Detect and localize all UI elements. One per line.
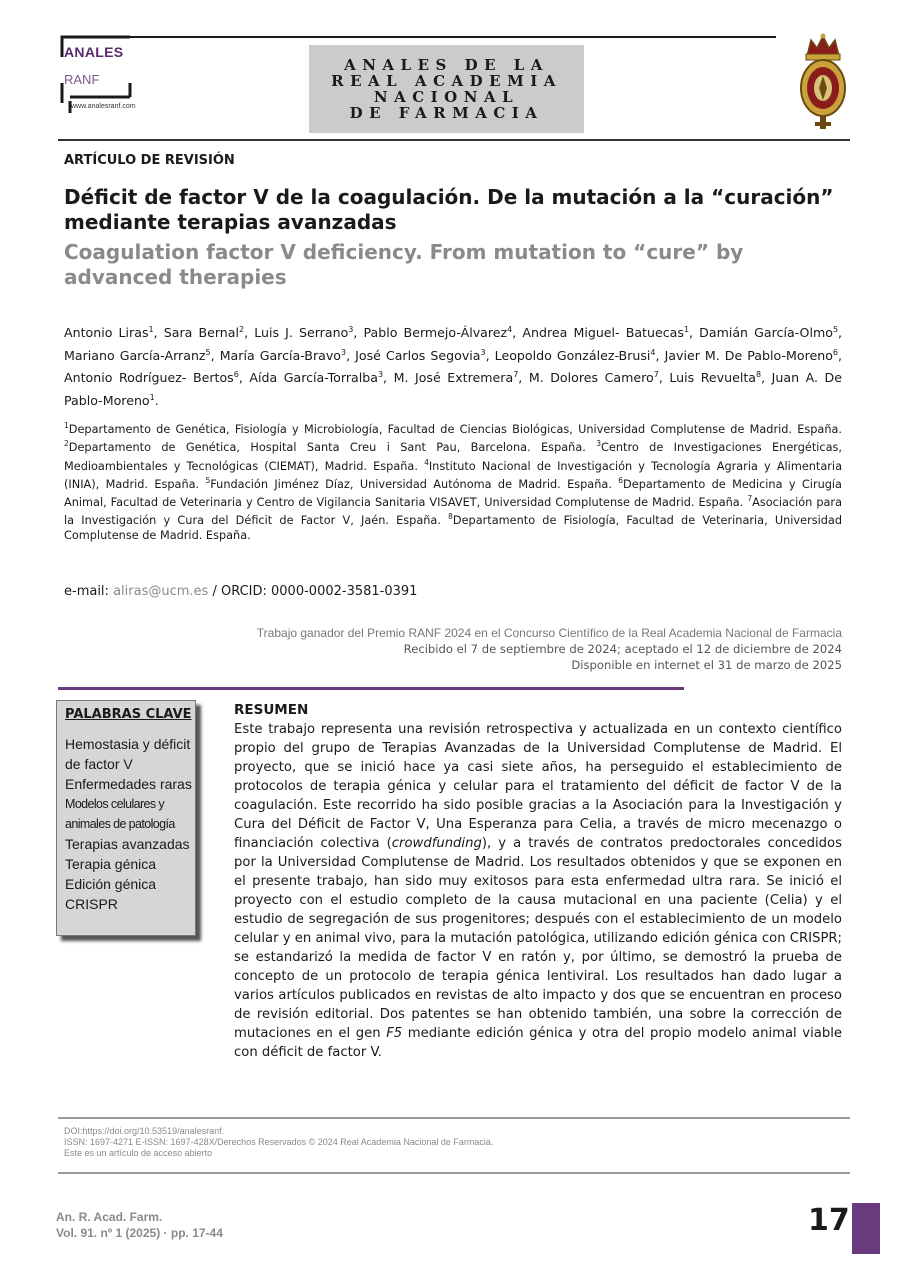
author-name: Leopoldo González-Brusi [494,347,651,363]
author-affiliation-mark: 7 [513,370,519,380]
author-affiliation-mark: 5 [832,325,839,334]
keywords-title: PALABRAS CLAVE [65,707,192,722]
affiliation-text: Centro de Investigaciones Energéticas, Medioambientales y Tecnológicas (CIEMAT), Madrid. España. [64,441,843,473]
keyword-item: Edición génica [65,876,157,892]
author-name: Juan A. De Pablo-Moreno [64,370,842,409]
author-name: José Carlos Segovia [355,347,481,363]
author-affiliation-mark: 4 [650,347,656,357]
affiliation-number: 7 [747,494,753,504]
contact-line [64,584,417,599]
affiliation-number: 2 [64,439,69,449]
author-affiliation-mark: 1 [148,325,154,334]
author-name: Damián García-Olmo [699,325,833,341]
author-affiliation-mark: 3 [348,325,354,334]
author-affiliation-mark: 8 [756,370,762,380]
title-spanish: Déficit de factor V de la coagulación. De la mutación a la “curación” mediante terapias avanzadas [64,185,834,234]
author-name: Aída García-Torralba [249,370,378,386]
author-affiliation-mark: 5 [205,347,211,357]
logo-subtitle: RANF [64,72,100,87]
author-affiliation-mark: 3 [341,347,347,357]
email-label: e-mail: [64,584,109,599]
affiliation-number: 8 [448,512,453,522]
keyword-item: Modelos celulares y animales de patología [65,797,175,831]
author-affiliation-mark: 6 [832,347,839,357]
title-english: Coagulation factor V deficiency. From mutation to “cure” by advanced therapies [64,240,744,289]
keyword-item: Terapia génica [65,856,157,872]
abstract-text-2: ), y a través de contratos predoctorales concedidos por la Universidad Complutense de Madrid. Los resultados obtenidos y que se exponen en el presente trabajo, han sido muy exitosos para esta enfermedad ultra rara. Se inició el proyecto con el estudio completo de la causa mutacional en una paciente (Celia) y el estudio de segregación de sus progenitores; después con el establecimiento de un modelo celular y en animal vivo, para la mutación patológica, utilizando edición génica con CRISPR; se estandarizó la medida de factor V en ratón y, por último, se demostró la prueba de concepto de un protocolo de terapia génica lentiviral. Los resultados han dado lugar a varios artículos publicados en revistas de alto impacto y dos que se encuentran en proceso de revisión editorial. Dos patentes se han obtenido también, una sobre la corrección de mutaciones en el gen [234,836,842,1041]
author-affiliation-mark: 3 [480,347,486,357]
received-date: Recibido el 7 de septiembre de 2024; aceptado el 12 de diciembre de 2024 [403,642,842,656]
author-affiliation-mark: 2 [239,325,245,334]
author-name: María García-Bravo [219,347,342,363]
keyword-item: Hemostasia y déficit de factor V [65,736,191,772]
issn-line: ISSN: 1697-4271 E-ISSN: 1697-428X/Derechos Reservados © 2024 Real Academia Nacional de Farmacia. [64,1137,494,1147]
abstract-italic-2: F5 [386,1026,403,1041]
author-name: Pablo Bermejo-Álvarez [363,325,508,341]
author-name: Javier M. De Pablo-Moreno [664,347,833,363]
author-name: Luis J. Serrano [254,325,349,341]
orcid: / ORCID: 0000-0002-3581-0391 [212,584,418,599]
banner-line-2: REAL ACADEMIA [331,72,562,90]
author-affiliation-mark: 4 [507,325,513,334]
page-number: 17 [808,1203,850,1238]
footer-rule-bottom [58,1172,850,1174]
affiliation-text: Instituto Nacional de Investigación y Tecnología Agraria y Alimentaria (INIA), Madrid. España. [64,459,842,491]
email-link[interactable]: aliras@ucm.es [113,584,209,599]
access-note: Este es un artículo de acceso abierto [64,1148,213,1158]
journal-reference [56,1209,223,1241]
abstract-title: RESUMEN [234,702,309,718]
coat-of-arms-icon [793,30,853,130]
banner-line-3: NACIONAL [373,88,520,106]
affiliation-text: Asociación para la Investigación y Cura del Déficit de Factor V, Jaén. España. [64,495,842,528]
keyword-item: CRISPR [65,896,118,912]
author-affiliation-mark: 3 [377,370,384,380]
keyword-item: Enfermedades raras [65,776,192,792]
header-bottom-rule [58,139,850,141]
keywords-list [65,734,195,914]
logo-title: ANALES [64,44,124,60]
affiliation-text: Departamento de Medicina y Cirugía Animal, Facultad de Veterinaria y Centro de Vigilancia Sanitaria VISAVET, Universidad Complutense de Madrid. España. [64,477,842,509]
keyword-item: Terapias avanzadas [65,836,190,852]
author-affiliation-mark: 1 [683,325,690,334]
logo-url[interactable]: www.analesranf.com [71,103,136,110]
author-affiliation-mark: 7 [653,370,659,380]
footer-meta [64,1126,844,1159]
author-affiliation-mark: 6 [233,370,239,380]
journal-volume: Vol. 91. nº 1 (2025) · pp. 17-44 [56,1226,223,1240]
author-affiliation-mark: 1 [149,393,155,403]
affiliation-number: 5 [205,475,211,485]
affiliation-number: 3 [596,439,602,449]
author-name: M. José Extremera [393,370,514,386]
footer-rule-top [58,1117,850,1119]
affiliation-text: Departamento de Fisiología, Facultad de Veterinaria, Universidad Complutense de Madrid. España. [64,514,842,542]
abstract-text-1: Este trabajo representa una revisión retrospectiva y actualizada en un contexto científico propio del grupo de Terapias Avanzadas de la Universidad Complutense de Madrid. El proyecto, que se inició hace ya casi siete años, ha perseguido el establecimiento de protocolos de terapia génica y celular para el tratamiento del déficit de factor V de la coagulación. Este recorrido ha sido posible gracias a la Asociación para la Investigación y Cura del Déficit de Factor V, Una Esperanza para Celia, a través de micro mecenazgo o financiación colectiva ( [234,722,842,851]
author-name: Sara Bernal [163,325,239,341]
abstract-text-3: mediante edición génica y otra del propio modelo animal viable con déficit de factor V. [234,1026,842,1060]
author-name: Luis Revuelta [669,370,757,386]
affiliation-text: Departamento de Genética, Fisiología y Microbiología, Facultad de Ciencias Biológicas, Universidad Complutense de Madrid. España. [68,422,842,436]
online-date: Disponible en internet el 31 de marzo de 2025 [571,658,842,672]
author-list: Antonio Liras$^1$, Sara Bernal$^2$, Luis J. Serrano$^3$, Pablo Bermejo-Álvarez$^4$, Andrea Miguel- Batuecas$^1$, Damián García-Olmo$^5$, Mariano García-Arranz$^5$, María García-Bravo$^3$, José Carlos Segovia$^3$, Leopoldo González-Brusi$^4$, Javier M. De Pablo-Moreno$^6$, Antonio Rodríguez- Bertos$^6$, Aída García-Torralba$^3$, M. José Extremera$^7$, M. Dolores Camero$^7$, Luis Revuelta$^8$, Juan A. De Pablo-Moreno$^1$. [64,325,843,409]
award-note: Trabajo ganador del Premio RANF 2024 en el Concurso Científico de la Real Academia Nacional de Farmacia [256,626,842,640]
author-name: M. Dolores Camero [528,370,654,386]
affiliation-number: 6 [618,475,624,485]
abstract-italic-1: crowdfunding [391,836,482,851]
page-tab-marker [852,1203,880,1254]
keywords-box [56,700,196,936]
author-name: Andrea Miguel- Batuecas [522,325,684,341]
affiliation-text: Departamento de Genética, Hospital Santa Creu i Sant Pau, Barcelona. España. [68,441,586,455]
section-divider [58,687,684,690]
doi-link[interactable]: DOI:https://doi.org/10.53519/analesranf. [64,1126,225,1136]
banner-line-1: ANALES DE LA [344,56,549,74]
affiliations [64,419,842,543]
author-name: Antonio Liras [64,325,149,341]
author-name: Mariano García-Arranz [64,347,206,363]
author-name: Antonio Rodríguez- Bertos [64,370,234,386]
abstract-body [234,720,842,1062]
article-type: ARTÍCULO DE REVISIÓN [64,153,235,168]
header-top-rule [130,36,776,38]
journal-banner [309,45,584,133]
banner-line-4: DE FARMACIA [349,104,544,122]
journal-name: An. R. Acad. Farm. [56,1210,163,1224]
affiliation-text: Fundación Jiménez Díaz, Universidad Autónoma de Madrid. España. [210,477,612,491]
dates-block [100,641,842,673]
affiliation-number: 1 [64,421,69,430]
affiliation-number: 4 [424,457,429,467]
